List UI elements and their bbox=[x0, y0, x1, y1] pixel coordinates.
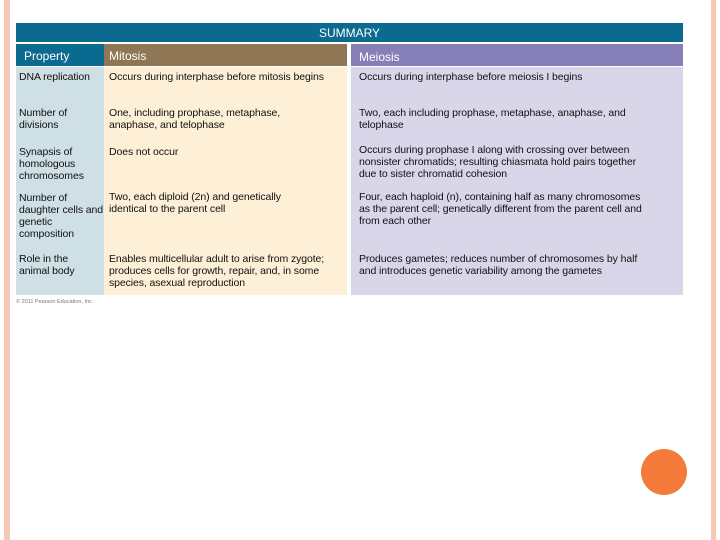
row-property: Role in the animal body bbox=[19, 253, 75, 277]
row-meiosis: Produces gametes; reduces number of chromosomes by half and introduces genetic variability among the gametes bbox=[359, 253, 638, 277]
row-mitosis: Enables multicellular adult to arise from zygote; produces cells for growth, repair, and, in some species, asexual reproduction bbox=[109, 253, 325, 289]
row-property: Number of divisions bbox=[19, 107, 68, 131]
table-title: SUMMARY bbox=[16, 23, 683, 42]
row-mitosis: Occurs during interphase before mitosis begins bbox=[109, 71, 324, 83]
row-meiosis: Occurs during prophase I along with crossing over between nonsister chromatids; resulting chiasmata hold pairs together due to sister chromatid cohesion bbox=[359, 144, 636, 180]
header-meiosis: Meiosis bbox=[351, 44, 683, 66]
header-property: Property bbox=[16, 44, 104, 66]
row-property: Synapsis of homologous chromosomes bbox=[19, 146, 84, 182]
copyright-notice: © 2011 Pearson Education, Inc. bbox=[16, 299, 94, 305]
row-mitosis: Two, each diploid (2n) and genetically identical to the parent cell bbox=[109, 191, 281, 215]
slide-border-left bbox=[4, 0, 10, 540]
decorative-orange-circle bbox=[641, 449, 687, 495]
row-property: DNA replication bbox=[19, 71, 90, 83]
row-meiosis: Two, each including prophase, metaphase, anaphase, and telophase bbox=[359, 107, 626, 131]
row-meiosis: Four, each haploid (n), containing half as many chromosomes as the parent cell; genetically different from the parent cell and from each other bbox=[359, 191, 642, 227]
row-mitosis: Does not occur bbox=[109, 146, 179, 158]
row-mitosis: One, including prophase, metaphase, anaphase, and telophase bbox=[109, 107, 281, 131]
header-mitosis: Mitosis bbox=[104, 44, 347, 66]
slide-border-right bbox=[711, 0, 716, 540]
row-meiosis: Occurs during interphase before meiosis I begins bbox=[359, 71, 583, 83]
row-property: Number of daughter cells and genetic composition bbox=[19, 192, 104, 240]
